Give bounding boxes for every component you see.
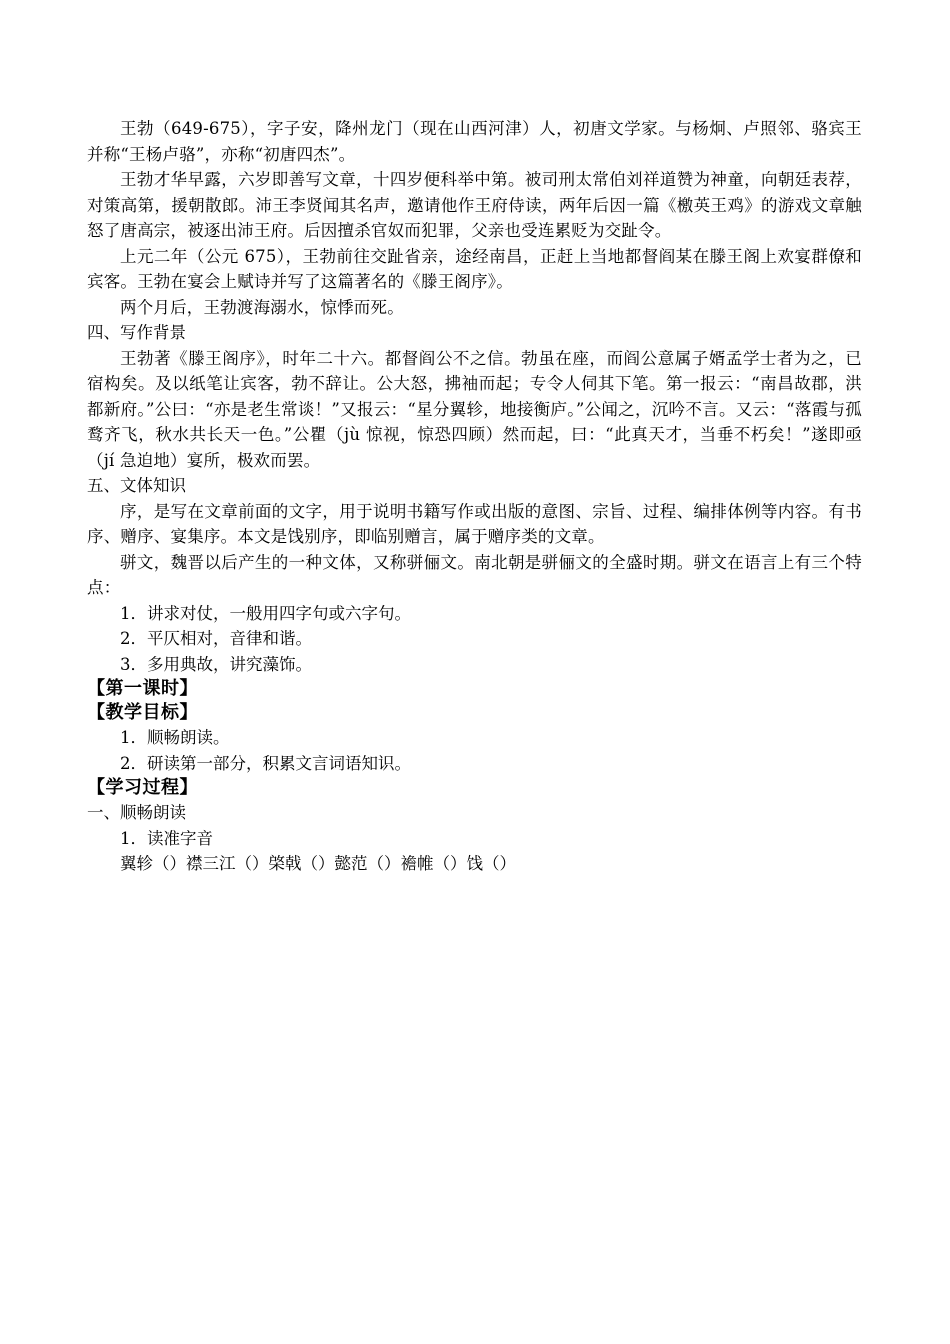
pronunciation-exercise: 翼轸（）襟三江（）棨戟（）懿范（）襜帷（）饯（） [120, 854, 516, 873]
step-heading: 一、顺畅朗读 [87, 803, 186, 822]
list-item: 2．研读第一部分，积累文言词语知识。 [120, 753, 411, 773]
bio-paragraph-4: 两个月后，王勃渡海溺水，惊悸而死。 [120, 297, 404, 317]
list-item: 2．平仄相对，音律和谐。 [120, 629, 312, 648]
list-item: 3．多用典故，讲究藻饰。 [120, 654, 312, 674]
list-item: 1．顺畅朗读。 [120, 728, 230, 747]
process-heading: 【学习过程】 [87, 777, 198, 798]
genre-paragraph-1: 序，是写在文章前面的文字，用于说明书籍写作或出版的意图、宗旨、过程、编排体例等内容。有书序、赠序、宴集序。本文是饯别序，即临别赠言，属于赠序类的文章。 [87, 501, 862, 546]
bio-paragraph-3: 上元二年（公元 675），王勃前往交趾省亲，途经南昌，正赶上当地都督阎某在滕王阁上欢宴群僚和宾客。王勃在宴会上赋诗并写了这篇著名的《滕王阁序》。 [87, 246, 862, 291]
section-heading-genre: 五、文体知识 [87, 476, 186, 495]
bio-paragraph-1: 王勃（649-675），字子安，降州龙门（现在山西河津）人，初唐文学家。与杨炯、卢照邻、骆宾王并称“王杨卢骆”，亦称“初唐四杰”。 [87, 119, 862, 164]
lesson-title: 【第一课时】 [87, 678, 198, 699]
genre-paragraph-2: 骈文，魏晋以后产生的一种文体，又称骈俪文。南北朝是骈俪文的全盛时期。骈文在语言上有三个特点： [87, 552, 862, 597]
list-item: 1．读准字音 [120, 828, 213, 848]
goals-heading: 【教学目标】 [87, 702, 198, 723]
bio-paragraph-2: 王勃才华早露，六岁即善写文章，十四岁便科举中第。被司刑太常伯刘祥道赞为神童，向朝廷表荐，对策高第，援朝散郎。沛王李贤闻其名声，邀请他作王府侍读，两年后因一篇《檄英王鸡》的游戏文章触怒了唐高宗，被逐出沛王府。后因擅杀官奴而犯罪，父亲也受连累贬为交趾令。 [87, 170, 862, 240]
section-heading-background: 四、写作背景 [87, 323, 186, 342]
list-item: 1．讲求对仗，一般用四字句或六字句。 [120, 603, 411, 623]
background-paragraph: 王勃著《滕王阁序》，时年二十六。都督阎公不之信。勃虽在座，而阎公意属子婿孟学士者为之，已宿构矣。及以纸笔让宾客，勃不辞让。公大怒，拂袖而起；专令人伺其下笔。第一报云：“南昌故郡，洪都新府。”公曰：“亦是老生常谈！”又报云：“星分翼轸，地接衡庐。”公闻之，沉吟不言。又云：“落霞与孤鹜齐飞，秋水共长天一色。”公瞿（jù 惊视，惊恐四顾）然而起，曰：“此真天才，当垂不朽矣！”遂即亟（jí 急迫地）宴所，极欢而罢。 [87, 348, 862, 470]
document-content [87, 116, 862, 877]
